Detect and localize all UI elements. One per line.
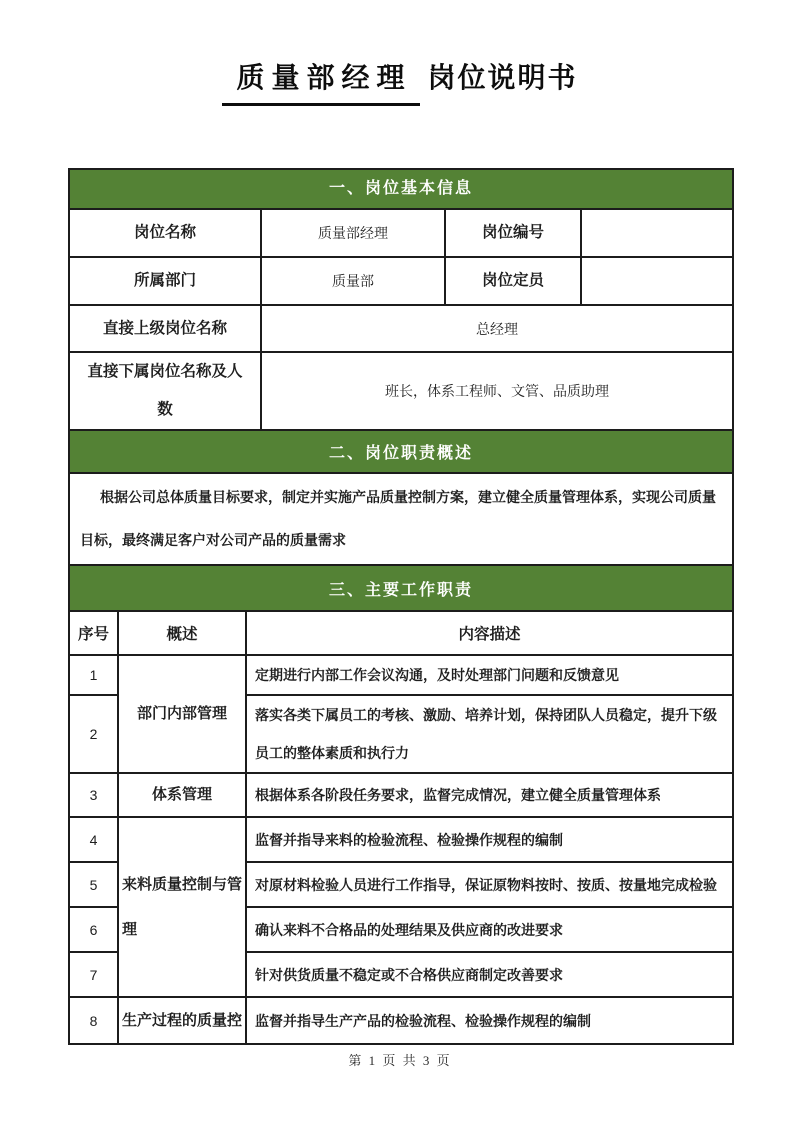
duty-no: 8 [69, 997, 118, 1044]
supervisor-label: 直接上级岗位名称 [69, 305, 261, 352]
duty-desc: 监督并指导生产产品的检验流程、检验操作规程的编制 [246, 997, 733, 1044]
subordinates-label: 直接下属岗位名称及人数 [69, 352, 261, 430]
duty-desc: 落实各类下属员工的考核、激励、培养计划，保持团队人员稳定，提升下级员工的整体素质和执行力 [246, 695, 733, 773]
position-name-value: 质量部经理 [261, 209, 445, 257]
basic-info-table [68, 168, 734, 431]
table-row [69, 473, 733, 565]
duty-no: 3 [69, 773, 118, 817]
duty-desc: 定期进行内部工作会议沟通，及时处理部门问题和反馈意见 [246, 655, 733, 695]
column-header-detail: 内容描述 [246, 611, 733, 655]
document-body [68, 168, 732, 1045]
duty-no: 1 [69, 655, 118, 695]
duty-desc: 确认来料不合格品的处理结果及供应商的改进要求 [246, 907, 733, 952]
duty-category-production: 生产过程的质量控 [118, 997, 246, 1044]
duty-category-incoming: 来料质量控制与管理 [118, 817, 246, 997]
supervisor-value: 总经理 [261, 305, 733, 352]
section3-header-row [69, 565, 733, 611]
section3-heading: 三、主要工作职责 [69, 565, 733, 611]
duty-row [69, 655, 733, 695]
duty-no: 6 [69, 907, 118, 952]
page-title-suffix: 岗位说明书 [427, 62, 578, 93]
table-row [69, 352, 733, 430]
department-value: 质量部 [261, 257, 445, 305]
position-code-label: 岗位编号 [445, 209, 581, 257]
duties-table [68, 564, 734, 1045]
duty-category-dept: 部门内部管理 [118, 655, 246, 773]
position-code-value [581, 209, 733, 257]
duty-row [69, 817, 733, 862]
overview-paragraph: 根据公司总体质量目标要求，制定并实施产品质量控制方案，建立健全质量管理体系，实现公司质量目标，最终满足客户对公司产品的质量需求 [69, 473, 733, 565]
position-name-label: 岗位名称 [69, 209, 261, 257]
duty-desc: 针对供货质量不稳定或不合格供应商制定改善要求 [246, 952, 733, 997]
headcount-value [581, 257, 733, 305]
column-header-no: 序号 [69, 611, 118, 655]
duty-desc: 监督并指导来料的检验流程、检验操作规程的编制 [246, 817, 733, 862]
duty-no: 7 [69, 952, 118, 997]
table-row [69, 305, 733, 352]
page-title-position: 质量部经理 [222, 58, 419, 106]
duty-no: 4 [69, 817, 118, 862]
duty-row [69, 997, 733, 1044]
overview-table [68, 429, 734, 566]
section2-header-row [69, 430, 733, 473]
duty-category-system: 体系管理 [118, 773, 246, 817]
duty-desc: 对原材料检验人员进行工作指导，保证原物料按时、按质、按量地完成检验 [246, 862, 733, 907]
department-label: 所属部门 [69, 257, 261, 305]
column-header-summary: 概述 [118, 611, 246, 655]
duty-no: 2 [69, 695, 118, 773]
duty-desc: 根据体系各阶段任务要求，监督完成情况，建立健全质量管理体系 [246, 773, 733, 817]
page-number-indicator: 第 1 页 共 3 页 [348, 1053, 452, 1068]
section2-heading: 二、岗位职责概述 [69, 430, 733, 473]
duties-column-header-row [69, 611, 733, 655]
section1-header-row [69, 169, 733, 209]
section1-heading: 一、岗位基本信息 [69, 169, 733, 209]
headcount-label: 岗位定员 [445, 257, 581, 305]
duty-row [69, 773, 733, 817]
page-title [0, 0, 800, 106]
table-row [69, 209, 733, 257]
duty-no: 5 [69, 862, 118, 907]
table-row [69, 257, 733, 305]
subordinates-value: 班长，体系工程师、文管、品质助理 [261, 352, 733, 430]
